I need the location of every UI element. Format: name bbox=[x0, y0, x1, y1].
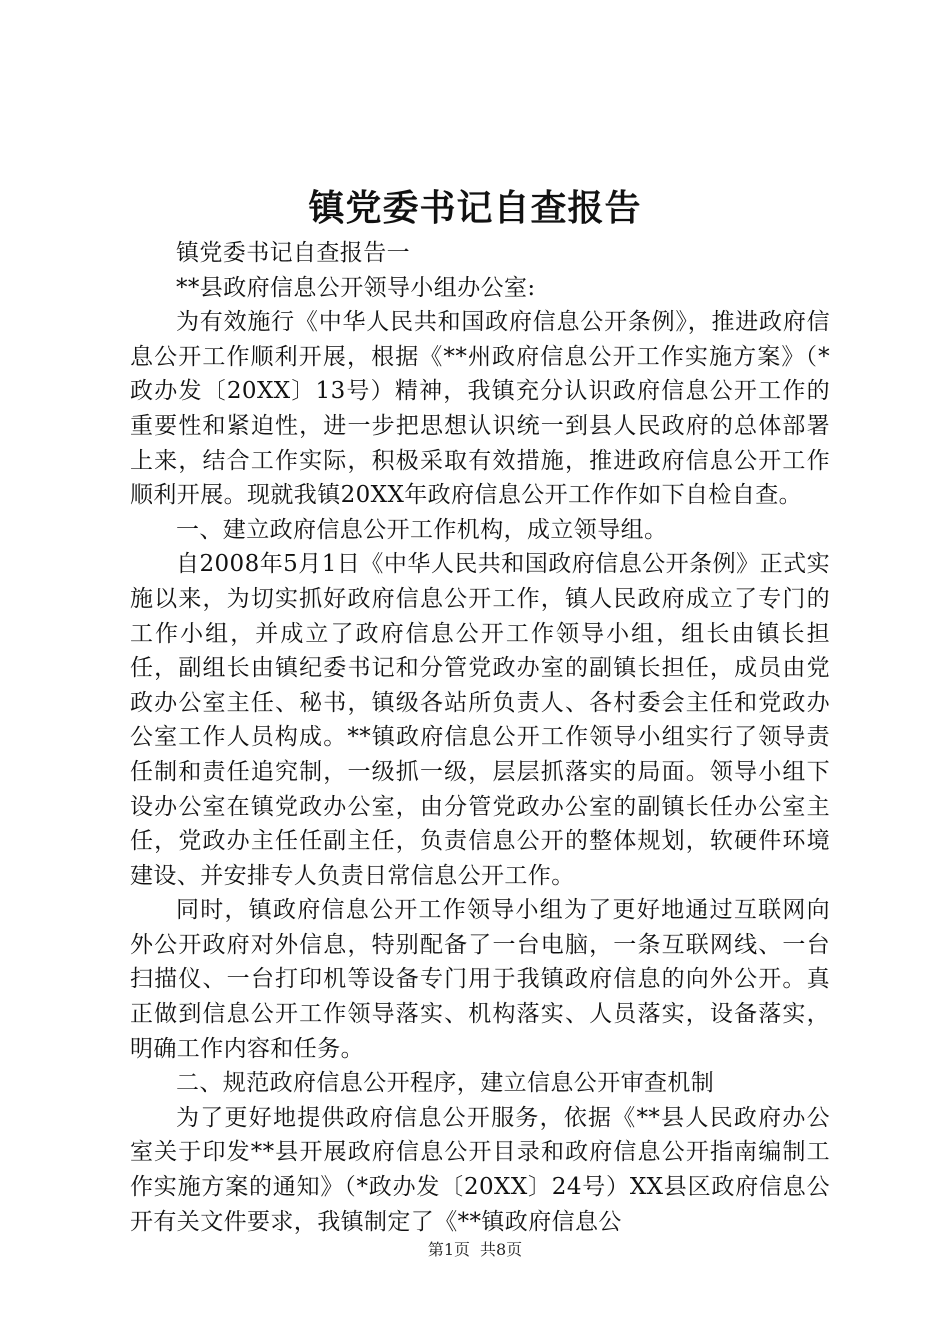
page-footer bbox=[0, 1238, 950, 1262]
page-number: 第1页 bbox=[427, 1240, 470, 1259]
section-heading: 一、建立政府信息公开工作机构，成立领导组。 bbox=[176, 516, 668, 543]
subtitle-paragraph: 镇党委书记自查报告一 bbox=[176, 240, 410, 266]
page-total: 共8页 bbox=[480, 1240, 523, 1259]
addressee-paragraph: **县政府信息公开领导小组办公室: bbox=[176, 274, 536, 301]
document-title: 镇党委书记自查报告 bbox=[308, 187, 642, 229]
section-heading: 二、规范政府信息公开程序，建立信息公开审查机制 bbox=[176, 1070, 715, 1097]
body-paragraph: 自2008年5月1日《中华人民共和国政府信息公开条例》正式实施以来，为切实抓好政府信息公开工作，镇人民政府成立了专门的工作小组，并成立了政府信息公开工作领导小组，组长由镇长担任，副组长由镇纪委书记和分管党政办室的副镇长担任，成员由党政办公室主任、秘书，镇级各站所负责人、各村委会主任和党政办公室工作人员构成。**镇政府信息公开工作领导小组实行了领导责任制和责任追究制，一级抓一级，层层抓落实的局面。领导小组下设办公室在镇党政办公室，由分管党政办公室的副镇长任办公室主任，党政办主任任副主任，负责信息公开的整体规划，软硬件环境建设、并安排专人负责日常信息公开工作。 bbox=[130, 551, 830, 889]
document-body bbox=[130, 236, 830, 1239]
body-paragraph: 为有效施行《中华人民共和国政府信息公开条例》，推进政府信息公开工作顺利开展，根据《**州政府信息公开工作实施方案》（*政办发〔20XX〕13号）精神，我镇充分认识政府信息公开工作的重要性和紧迫性，进一步把思想认识统一到县人民政府的总体部署上来，结合工作实际，积极采取有效措施，推进政府信息公开工作顺利开展。现就我镇20XX年政府信息公开工作作如下自检自查。 bbox=[130, 309, 830, 509]
body-paragraph: 同时，镇政府信息公开工作领导小组为了更好地通过互联网向外公开政府对外信息，特别配备了一台电脑，一条互联网线、一台扫描仪、一台打印机等设备专门用于我镇政府信息的向外公开。真正做到信息公开工作领导落实、机构落实、人员落实，设备落实，明确工作内容和任务。 bbox=[130, 897, 830, 1062]
body-paragraph: 为了更好地提供政府信息公开服务，依据《**县人民政府办公室关于印发**县开展政府信息公开目录和政府信息公开指南编制工作实施方案的通知》（*政办发〔20XX〕24号）XX县区政府信息公开有关文件要求，我镇制定了《**镇政府信息公 bbox=[130, 1104, 830, 1235]
